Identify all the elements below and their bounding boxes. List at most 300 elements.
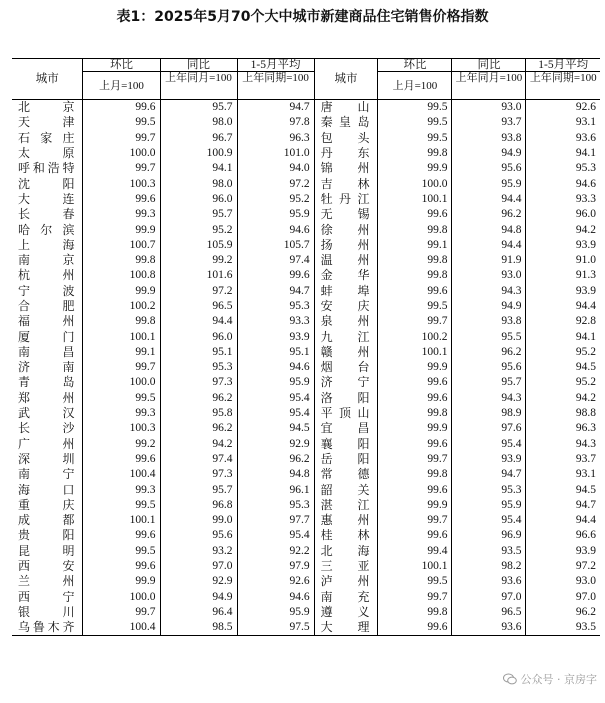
table-row	[12, 375, 600, 390]
mom-cell: 99.3	[83, 482, 160, 497]
table-row	[12, 421, 600, 436]
table-row	[12, 329, 600, 344]
mom-cell: 99.9	[83, 222, 160, 237]
yoy-cell-right: 93.7	[452, 115, 526, 130]
table-row	[12, 498, 600, 513]
avg-cell: 101.0	[237, 146, 314, 161]
mom-cell-right: 99.6	[378, 284, 452, 299]
mom-cell: 99.6	[83, 192, 160, 207]
mom-cell-right: 99.1	[378, 238, 452, 253]
avg-cell: 95.4	[237, 391, 314, 406]
avg-column-header: 1-5月平均	[237, 59, 314, 72]
avg-cell: 96.1	[237, 482, 314, 497]
avg-cell-right: 93.1	[526, 115, 600, 130]
avg-cell-right: 94.1	[526, 329, 600, 344]
yoy-cell: 99.0	[160, 513, 237, 528]
table-row	[12, 314, 600, 329]
mom-cell: 99.5	[83, 115, 160, 130]
table-row	[12, 146, 600, 161]
yoy-cell-right: 93.5	[452, 544, 526, 559]
mom-base-label: 上月=100	[83, 72, 160, 100]
yoy-cell-right: 97.6	[452, 421, 526, 436]
yoy-cell-right: 94.4	[452, 238, 526, 253]
yoy-cell: 92.9	[160, 574, 237, 589]
city-cell: 南京	[18, 253, 75, 268]
yoy-cell-right: 91.9	[452, 253, 526, 268]
city-cell-right: 徐州	[314, 222, 378, 237]
mom-base-label-right: 上月=100	[378, 72, 452, 100]
city-cell-right: 常德	[314, 467, 378, 482]
avg-cell: 94.5	[237, 421, 314, 436]
yoy-cell: 96.7	[160, 131, 237, 146]
avg-cell: 94.7	[237, 100, 314, 116]
city-cell: 西安	[18, 559, 75, 574]
mom-cell: 100.0	[83, 146, 160, 161]
table-row	[12, 299, 600, 314]
city-cell: 杭州	[18, 268, 75, 283]
city-cell-right: 扬州	[314, 238, 378, 253]
yoy-cell: 95.8	[160, 406, 237, 421]
mom-column-header: 环比	[83, 59, 160, 72]
avg-cell-right: 94.4	[526, 299, 600, 314]
mom-cell: 99.5	[83, 544, 160, 559]
mom-cell-right: 99.6	[378, 482, 452, 497]
mom-cell-right: 99.5	[378, 115, 452, 130]
city-column-header: 城市	[12, 59, 83, 100]
yoy-cell-right: 95.4	[452, 513, 526, 528]
yoy-cell: 96.0	[160, 329, 237, 344]
mom-cell-right: 99.8	[378, 146, 452, 161]
city-cell-right: 蚌埠	[314, 284, 378, 299]
table-row	[12, 253, 600, 268]
avg-cell: 94.6	[237, 360, 314, 375]
avg-cell: 95.2	[237, 192, 314, 207]
avg-cell-right: 95.2	[526, 345, 600, 360]
yoy-cell: 96.2	[160, 421, 237, 436]
mom-cell: 99.7	[83, 161, 160, 176]
mom-cell: 100.1	[83, 513, 160, 528]
yoy-cell: 98.5	[160, 620, 237, 636]
mom-cell: 99.7	[83, 131, 160, 146]
wechat-icon	[503, 673, 517, 685]
mom-cell: 100.4	[83, 467, 160, 482]
city-cell: 石家庄	[18, 130, 75, 145]
yoy-cell-right: 96.9	[452, 528, 526, 543]
city-cell-right: 大理	[314, 620, 378, 636]
avg-cell: 95.4	[237, 406, 314, 421]
mom-cell-right: 99.8	[378, 605, 452, 620]
watermark	[503, 671, 598, 687]
city-cell-right: 无锡	[314, 207, 378, 222]
yoy-cell-right: 96.2	[452, 207, 526, 222]
city-cell: 沈阳	[18, 176, 75, 191]
city-cell: 郑州	[18, 390, 75, 405]
yoy-cell-right: 93.0	[452, 268, 526, 283]
avg-cell-right: 96.6	[526, 528, 600, 543]
avg-cell: 94.6	[237, 222, 314, 237]
city-cell-right: 秦皇岛	[314, 115, 378, 130]
yoy-cell: 105.9	[160, 238, 237, 253]
table-row	[12, 360, 600, 375]
city-cell: 银川	[18, 604, 75, 619]
city-cell-right: 丹东	[314, 146, 378, 161]
city-cell-right: 平顶山	[314, 406, 378, 421]
mom-cell-right: 100.1	[378, 192, 452, 207]
avg-cell-right: 93.3	[526, 192, 600, 207]
avg-cell: 97.4	[237, 253, 314, 268]
avg-cell-right: 93.0	[526, 574, 600, 589]
table-title: 表1：2025年5月70个大中城市新建商品住宅销售价格指数	[116, 9, 489, 25]
mom-cell-right: 99.9	[378, 161, 452, 176]
city-cell-right: 桂林	[314, 528, 378, 543]
yoy-base-label: 上年同月=100	[160, 72, 237, 100]
yoy-cell: 97.2	[160, 284, 237, 299]
table-row	[12, 345, 600, 360]
mom-cell-right: 99.8	[378, 467, 452, 482]
avg-cell: 92.9	[237, 437, 314, 452]
city-cell: 青岛	[18, 375, 75, 390]
avg-cell: 94.8	[237, 467, 314, 482]
mom-cell: 100.3	[83, 176, 160, 191]
city-cell: 上海	[18, 237, 75, 252]
mom-cell-right: 99.9	[378, 421, 452, 436]
avg-cell: 105.7	[237, 238, 314, 253]
avg-cell-right: 93.5	[526, 620, 600, 636]
yoy-cell-right: 95.3	[452, 482, 526, 497]
yoy-cell-right: 93.9	[452, 452, 526, 467]
mom-cell-right: 99.7	[378, 513, 452, 528]
mom-cell: 99.3	[83, 406, 160, 421]
yoy-cell-right: 95.5	[452, 329, 526, 344]
table-row	[12, 467, 600, 482]
avg-cell: 95.9	[237, 207, 314, 222]
mom-cell-right: 99.7	[378, 314, 452, 329]
yoy-column-header-right: 同比	[452, 59, 526, 72]
table-row	[12, 406, 600, 421]
city-cell-right: 烟台	[314, 360, 378, 375]
city-cell: 广州	[18, 436, 75, 451]
city-cell: 哈尔滨	[18, 222, 75, 237]
city-cell: 成都	[18, 513, 75, 528]
table-row	[12, 238, 600, 253]
yoy-cell: 97.0	[160, 559, 237, 574]
city-cell-right: 泸州	[314, 574, 378, 589]
yoy-cell: 100.9	[160, 146, 237, 161]
city-cell: 乌鲁木齐	[12, 620, 83, 636]
yoy-cell-right: 94.3	[452, 284, 526, 299]
city-cell: 呼和浩特	[18, 161, 75, 176]
yoy-cell-right: 93.8	[452, 131, 526, 146]
city-cell-right: 赣州	[314, 345, 378, 360]
mom-cell-right: 99.6	[378, 375, 452, 390]
city-cell-right: 北海	[314, 544, 378, 559]
table-body	[12, 100, 600, 636]
avg-cell-right: 94.2	[526, 222, 600, 237]
city-cell-right: 襄阳	[314, 437, 378, 452]
avg-cell-right: 91.0	[526, 253, 600, 268]
mom-cell: 99.2	[83, 437, 160, 452]
mom-cell-right: 99.6	[378, 528, 452, 543]
table-row	[12, 207, 600, 222]
yoy-cell: 97.4	[160, 452, 237, 467]
yoy-base-label-right: 上年同月=100	[452, 72, 526, 100]
city-cell: 长沙	[18, 421, 75, 436]
mom-cell-right: 99.8	[378, 406, 452, 421]
avg-cell: 95.9	[237, 605, 314, 620]
city-cell: 深圳	[18, 451, 75, 466]
avg-cell: 94.6	[237, 590, 314, 605]
table-row	[12, 513, 600, 528]
yoy-cell-right: 93.6	[452, 620, 526, 636]
avg-cell: 92.6	[237, 574, 314, 589]
avg-cell: 96.2	[237, 452, 314, 467]
mom-cell-right: 100.2	[378, 329, 452, 344]
city-cell: 福州	[18, 314, 75, 329]
yoy-cell: 96.8	[160, 498, 237, 513]
city-cell: 武汉	[18, 406, 75, 421]
table-row	[12, 176, 600, 191]
yoy-cell: 98.0	[160, 176, 237, 191]
city-cell-right: 九江	[314, 329, 378, 344]
avg-cell: 95.1	[237, 345, 314, 360]
yoy-cell-right: 93.6	[452, 574, 526, 589]
yoy-cell-right: 95.6	[452, 161, 526, 176]
yoy-cell-right: 95.6	[452, 360, 526, 375]
mom-cell: 99.8	[83, 314, 160, 329]
table-row	[12, 115, 600, 130]
mom-cell: 100.7	[83, 238, 160, 253]
mom-cell-right: 99.4	[378, 544, 452, 559]
avg-cell-right: 92.6	[526, 100, 600, 116]
yoy-cell-right: 96.2	[452, 345, 526, 360]
mom-cell: 100.3	[83, 421, 160, 436]
mom-cell: 100.1	[83, 329, 160, 344]
avg-cell-right: 93.9	[526, 284, 600, 299]
avg-cell-right: 94.7	[526, 498, 600, 513]
mom-cell-right: 99.5	[378, 299, 452, 314]
yoy-cell-right: 95.9	[452, 176, 526, 191]
table-row	[12, 452, 600, 467]
yoy-cell-right: 95.7	[452, 375, 526, 390]
table-row	[12, 131, 600, 146]
avg-cell: 97.2	[237, 176, 314, 191]
yoy-cell: 96.4	[160, 605, 237, 620]
yoy-cell-right: 93.8	[452, 314, 526, 329]
table-row	[12, 268, 600, 283]
mom-cell-right: 99.7	[378, 590, 452, 605]
yoy-cell: 94.1	[160, 161, 237, 176]
avg-cell-right: 95.3	[526, 161, 600, 176]
table-row	[12, 482, 600, 497]
city-cell-right: 惠州	[314, 513, 378, 528]
mom-cell: 99.8	[83, 253, 160, 268]
mom-cell-right: 99.7	[378, 452, 452, 467]
table-row	[12, 161, 600, 176]
avg-cell: 92.2	[237, 544, 314, 559]
city-cell: 重庆	[18, 497, 75, 512]
avg-cell-right: 97.0	[526, 590, 600, 605]
watermark-text: 公众号 · 京房字	[520, 673, 597, 686]
avg-cell-right: 94.1	[526, 146, 600, 161]
yoy-cell: 95.7	[160, 482, 237, 497]
mom-column-header-right: 环比	[378, 59, 452, 72]
avg-cell-right: 93.9	[526, 238, 600, 253]
mom-cell: 99.9	[83, 574, 160, 589]
yoy-cell-right: 94.8	[452, 222, 526, 237]
mom-cell-right: 100.1	[378, 559, 452, 574]
yoy-cell: 99.2	[160, 253, 237, 268]
yoy-cell-right: 94.9	[452, 146, 526, 161]
avg-cell-right: 95.2	[526, 375, 600, 390]
avg-cell-right: 94.3	[526, 437, 600, 452]
table-row	[12, 284, 600, 299]
table-row	[12, 590, 600, 605]
mom-cell: 99.6	[83, 100, 160, 116]
avg-cell-right: 93.7	[526, 452, 600, 467]
avg-cell-right: 93.1	[526, 467, 600, 482]
city-cell: 兰州	[18, 574, 75, 589]
table-row	[12, 100, 600, 116]
yoy-cell: 94.9	[160, 590, 237, 605]
mom-cell: 99.9	[83, 284, 160, 299]
city-cell: 北京	[18, 100, 75, 115]
city-cell-right: 唐山	[314, 100, 378, 116]
avg-cell-right: 94.5	[526, 482, 600, 497]
price-index-table	[12, 58, 600, 636]
avg-cell: 97.5	[237, 620, 314, 636]
avg-cell-right: 96.3	[526, 421, 600, 436]
yoy-cell-right: 94.3	[452, 391, 526, 406]
avg-cell-right: 91.3	[526, 268, 600, 283]
yoy-cell-right: 95.9	[452, 498, 526, 513]
avg-base-label: 上年同期=100	[237, 72, 314, 100]
city-cell-right: 南充	[314, 590, 378, 605]
city-cell: 长春	[18, 207, 75, 222]
city-cell-right: 锦州	[314, 161, 378, 176]
city-cell-right: 湛江	[314, 498, 378, 513]
city-cell: 南昌	[18, 344, 75, 359]
avg-cell: 97.8	[237, 115, 314, 130]
city-cell: 合肥	[18, 299, 75, 313]
mom-cell-right: 99.5	[378, 100, 452, 116]
yoy-cell-right: 95.4	[452, 437, 526, 452]
city-cell-right: 牡丹江	[314, 192, 378, 207]
mom-cell: 99.7	[83, 360, 160, 375]
mom-cell: 99.6	[83, 528, 160, 543]
yoy-cell-right: 94.4	[452, 192, 526, 207]
table-row	[12, 544, 600, 559]
avg-cell: 97.7	[237, 513, 314, 528]
city-cell-right: 包头	[314, 131, 378, 146]
mom-cell-right: 99.6	[378, 207, 452, 222]
yoy-cell: 95.7	[160, 100, 237, 116]
mom-cell-right: 99.5	[378, 131, 452, 146]
table-row	[12, 574, 600, 589]
yoy-cell: 93.2	[160, 544, 237, 559]
yoy-cell: 97.3	[160, 375, 237, 390]
city-cell-right: 韶关	[314, 482, 378, 497]
avg-cell-right: 94.4	[526, 513, 600, 528]
yoy-cell-right: 98.2	[452, 559, 526, 574]
avg-cell: 95.4	[237, 528, 314, 543]
avg-cell: 99.6	[237, 268, 314, 283]
city-cell: 昆明	[18, 543, 75, 558]
mom-cell: 99.3	[83, 207, 160, 222]
avg-cell-right: 94.2	[526, 391, 600, 406]
avg-column-header-right: 1-5月平均	[526, 59, 600, 72]
mom-cell-right: 99.9	[378, 498, 452, 513]
avg-cell-right: 96.0	[526, 207, 600, 222]
mom-cell: 99.6	[83, 559, 160, 574]
yoy-cell: 95.7	[160, 207, 237, 222]
yoy-cell: 97.3	[160, 467, 237, 482]
yoy-cell: 101.6	[160, 268, 237, 283]
table-row	[12, 192, 600, 207]
avg-cell: 94.0	[237, 161, 314, 176]
city-cell-right: 泉州	[314, 314, 378, 329]
table-row	[12, 222, 600, 237]
yoy-cell: 96.0	[160, 192, 237, 207]
city-cell-right: 三亚	[314, 559, 378, 574]
yoy-cell: 98.0	[160, 115, 237, 130]
yoy-cell: 95.6	[160, 528, 237, 543]
yoy-cell: 95.3	[160, 360, 237, 375]
table-row	[12, 559, 600, 574]
yoy-cell-right: 96.5	[452, 605, 526, 620]
yoy-cell-right: 97.0	[452, 590, 526, 605]
table-row	[12, 528, 600, 543]
yoy-cell: 95.2	[160, 222, 237, 237]
city-cell: 天津	[18, 115, 75, 130]
city-cell: 宁波	[18, 283, 75, 298]
city-cell-right: 宜昌	[314, 421, 378, 436]
city-cell-right: 岳阳	[314, 452, 378, 467]
city-cell-right: 洛阳	[314, 391, 378, 406]
avg-cell: 93.9	[237, 329, 314, 344]
avg-cell: 93.3	[237, 314, 314, 329]
avg-cell-right: 92.8	[526, 314, 600, 329]
avg-base-label-right: 上年同期=100	[526, 72, 600, 100]
mom-cell-right: 99.6	[378, 391, 452, 406]
table-row	[12, 605, 600, 620]
city-cell-right: 济宁	[314, 375, 378, 390]
avg-cell-right: 93.6	[526, 131, 600, 146]
mom-cell-right: 100.1	[378, 345, 452, 360]
mom-cell-right: 99.9	[378, 360, 452, 375]
city-cell: 厦门	[18, 329, 75, 344]
city-cell: 济南	[18, 360, 75, 375]
yoy-cell-right: 93.0	[452, 100, 526, 116]
city-cell: 南宁	[18, 467, 75, 482]
table-row	[12, 437, 600, 452]
city-cell: 大连	[18, 191, 75, 206]
yoy-cell-right: 94.7	[452, 467, 526, 482]
city-cell-right: 温州	[314, 253, 378, 268]
yoy-cell: 96.5	[160, 299, 237, 314]
yoy-cell-right: 94.9	[452, 299, 526, 314]
avg-cell-right: 97.2	[526, 559, 600, 574]
mom-cell: 99.5	[83, 391, 160, 406]
mom-cell: 100.4	[83, 620, 160, 636]
avg-cell-right: 94.5	[526, 360, 600, 375]
avg-cell: 95.9	[237, 375, 314, 390]
mom-cell-right: 99.8	[378, 253, 452, 268]
mom-cell: 99.5	[83, 498, 160, 513]
mom-cell-right: 99.6	[378, 620, 452, 636]
mom-cell-right: 99.8	[378, 222, 452, 237]
city-cell-right: 安庆	[314, 299, 378, 314]
avg-cell: 97.9	[237, 559, 314, 574]
